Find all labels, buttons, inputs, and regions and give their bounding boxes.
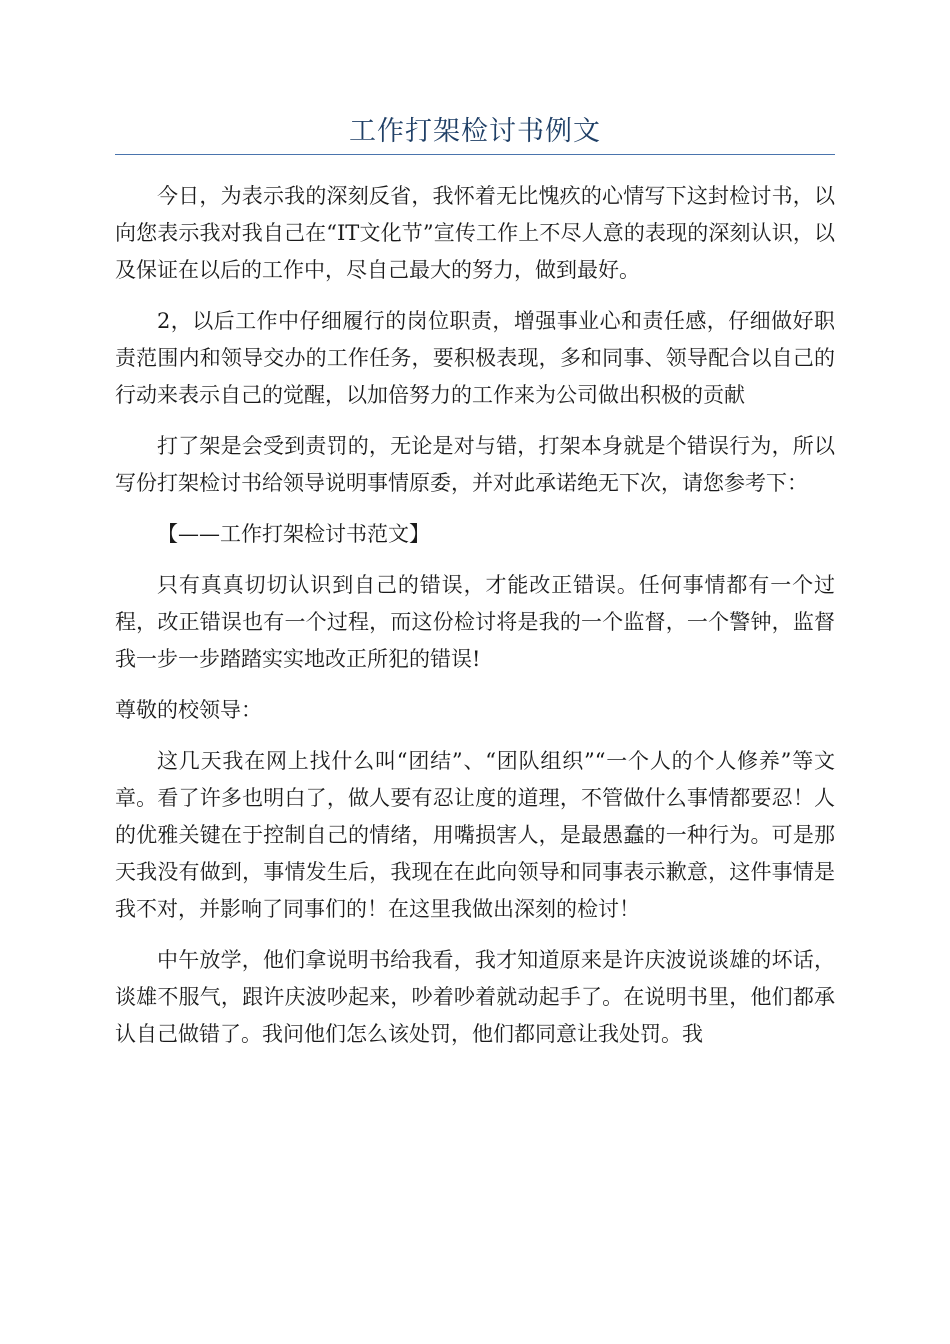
document-title: 工作打架检讨书例文: [349, 116, 601, 147]
paragraph-point-2: 2，以后工作中仔细履行的岗位职责，增强事业心和责任感，仔细做好职责范围内和领导交办的工作任务，要积极表现，多和同事、领导配合以自己的行动来表示自己的觉醒，以加倍努力的工作来为公司做出积极的贡献: [115, 309, 835, 407]
paragraph-reflection: 只有真真切切认识到自己的错误，才能改正错误。任何事情都有一个过程，改正错误也有一个过程，而这份检讨将是我的一个监督，一个警钟，监督我一步一步踏踏实实地改正所犯的错误!: [115, 573, 835, 671]
paragraph-incident: 中午放学，他们拿说明书给我看，我才知道原来是许庆波说谈雄的坏话，谈雄不服气，跟许庆波吵起来，吵着吵着就动起手了。在说明书里，他们都承认自己做错了。我问他们怎么该处罚，他们都同意让我处罚。我: [115, 948, 835, 1046]
section-heading: 【——工作打架检讨书范文】: [157, 522, 430, 546]
paragraph-apology: 这几天我在网上找什么叫“团结”、“团队组织”“一个人的个人修养”等文章。看了许多也明白了，做人要有忍让度的道理，不管做什么事情都要忍！人的优雅关键在于控制自己的情绪，用嘴损害人，是最愚蠢的一种行为。可是那天我没有做到，事情发生后，我现在在此向领导和同事表示歉意，这件事情是我不对，并影响了同事们的！在这里我做出深刻的检讨！: [115, 749, 835, 921]
document-body: [115, 178, 835, 1067]
title-underline: [115, 154, 835, 155]
salutation: 尊敬的校领导：: [115, 698, 262, 722]
paragraph-preface: 打了架是会受到责罚的，无论是对与错，打架本身就是个错误行为，所以写份打架检讨书给领导说明事情原委，并对此承诺绝无下次，请您参考下：: [115, 434, 835, 495]
paragraph-intro: 今日，为表示我的深刻反省，我怀着无比愧疚的心情写下这封检讨书，以向您表示我对我自己在“IT文化节”宣传工作上不尽人意的表现的深刻认识，以及保证在以后的工作中，尽自己最大的努力，做到最好。: [115, 184, 835, 282]
